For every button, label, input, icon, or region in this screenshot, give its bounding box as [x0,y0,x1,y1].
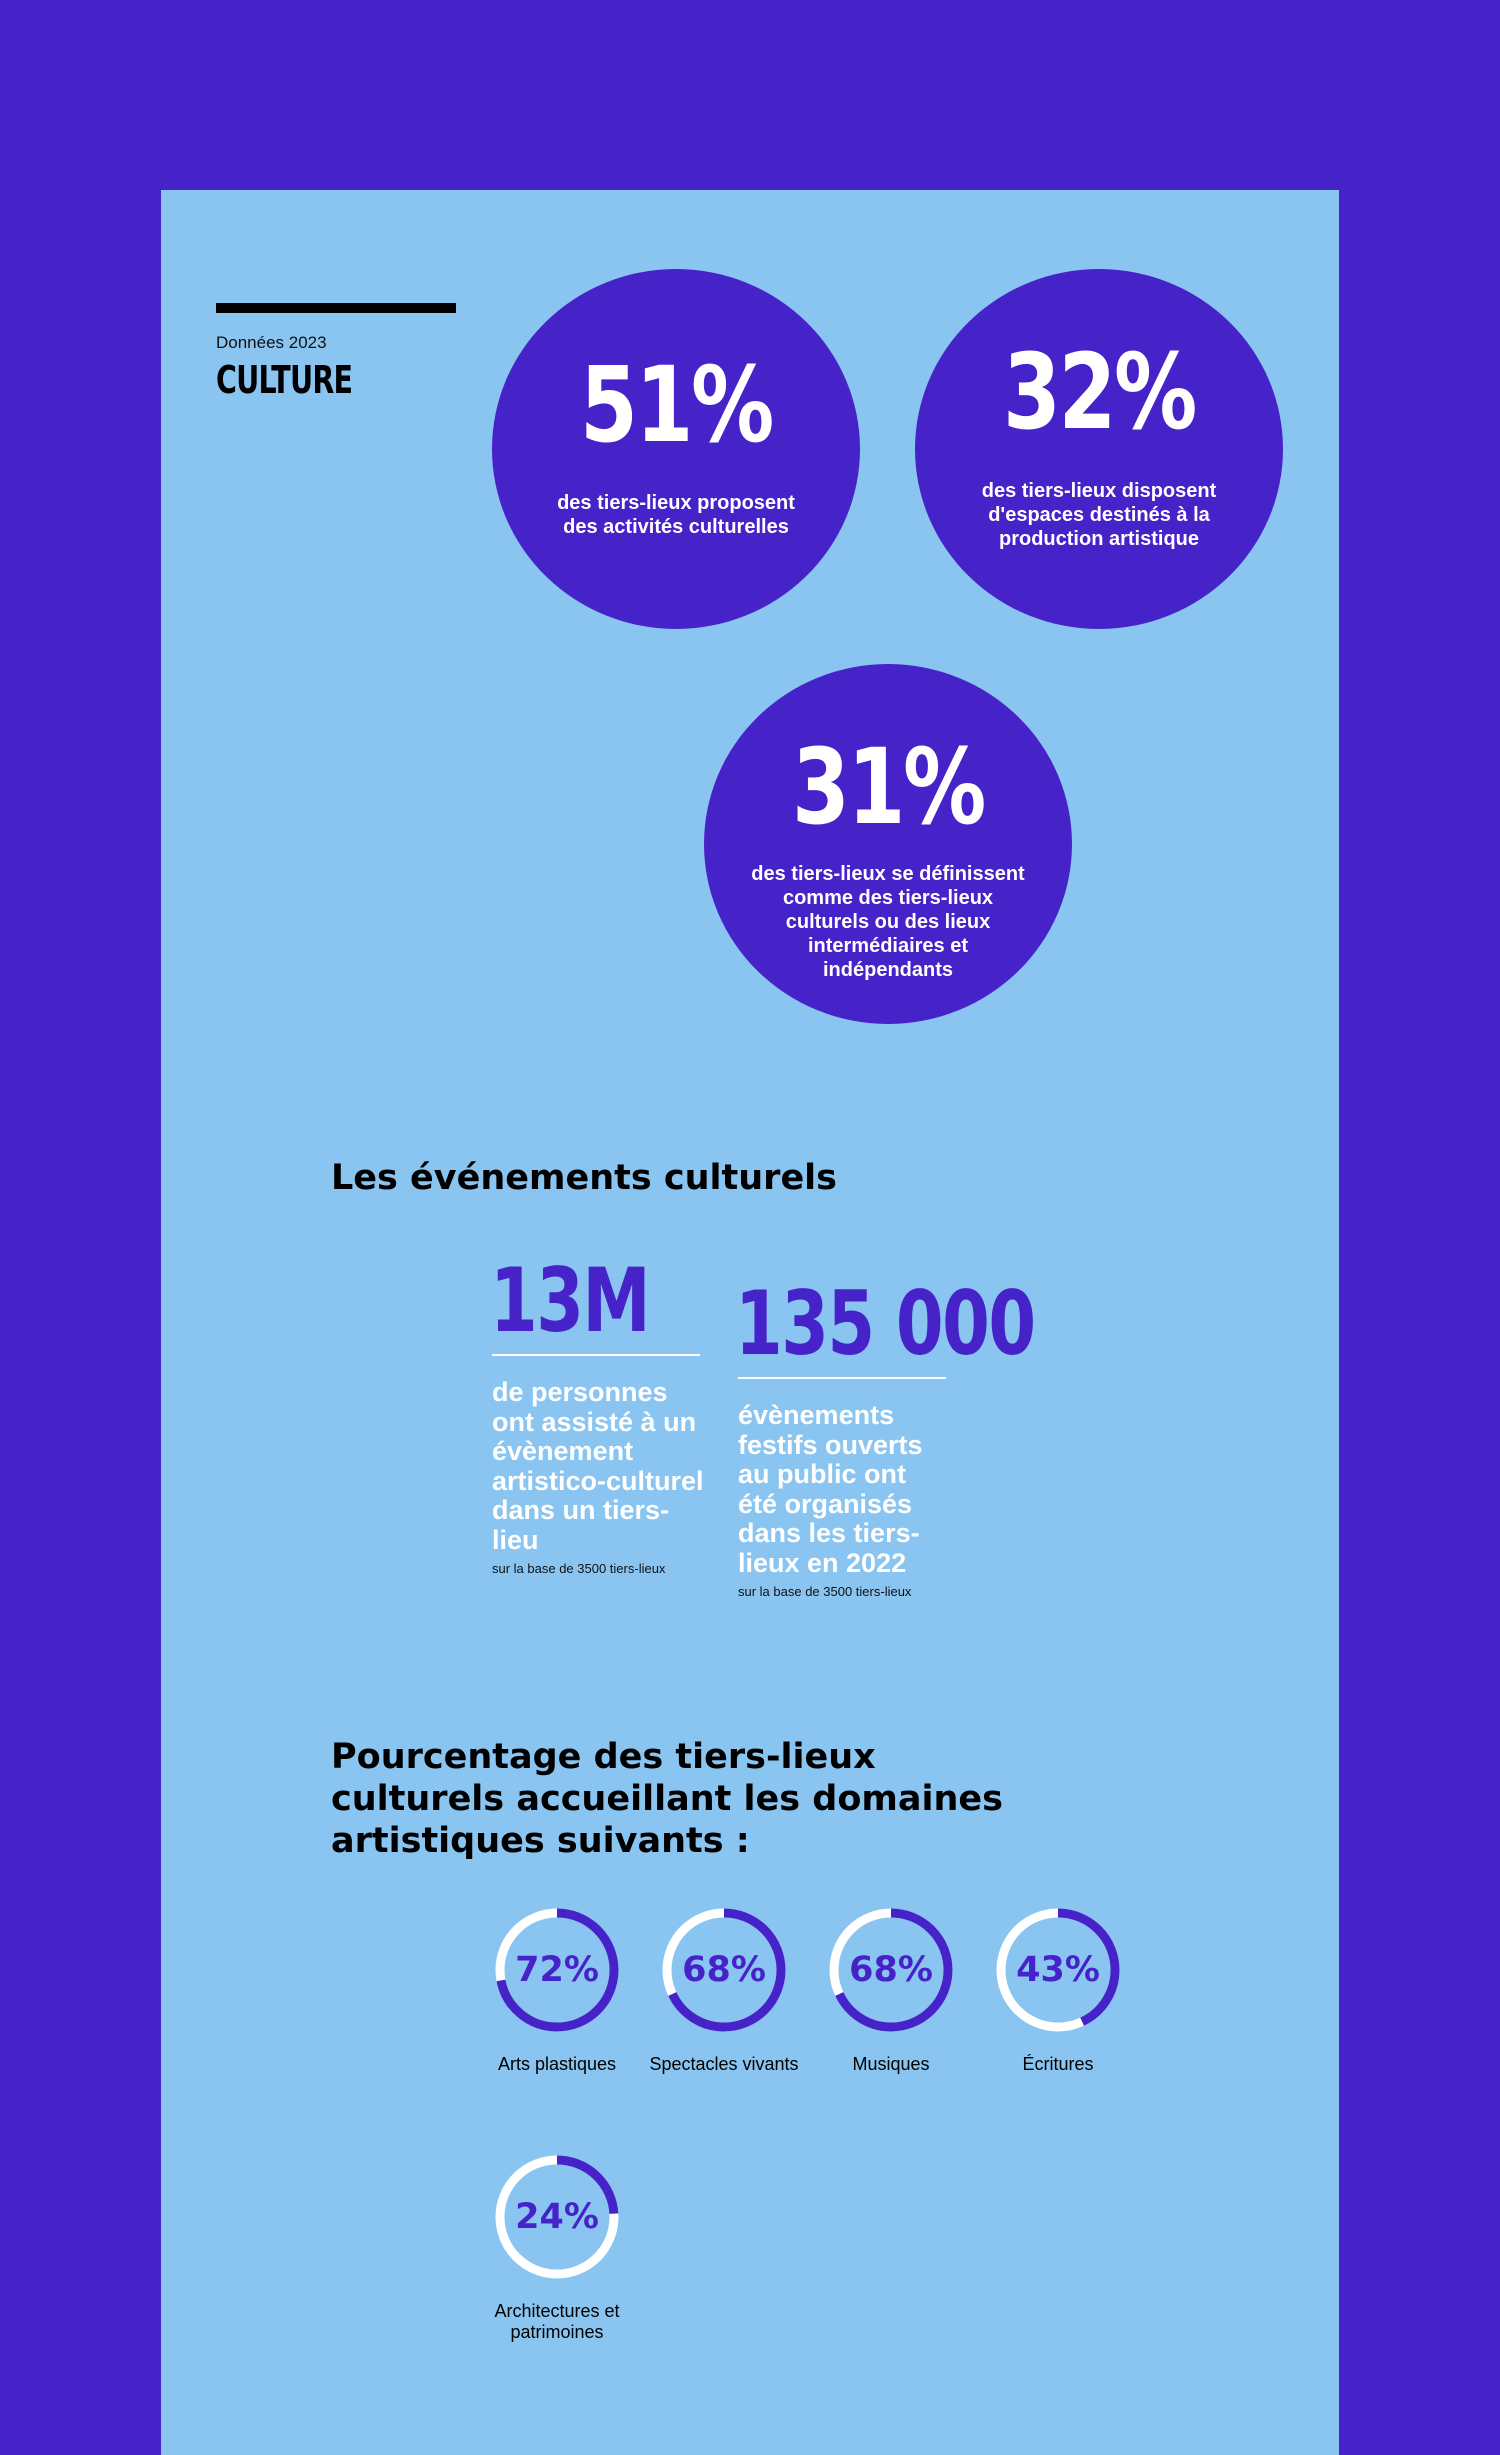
stat-circle-production-spaces [915,269,1283,629]
stat-value: 31% [792,726,984,848]
domain-donut-1 [661,1907,787,2033]
event-stat-description: évènements festifs ouverts au public ont été organisés dans les tiers-lieux en 2022 [738,1400,923,1578]
year-label: Données 2023 [216,333,327,352]
domain-donut-0 [494,1907,620,2033]
events-heading: Les événements culturels [331,1158,838,1198]
domain-label: Architectures et patrimoines [494,2301,620,2342]
stat-circle-cultural-self-definition [704,664,1072,1024]
event-stat-rule [492,1354,700,1356]
header-rule [216,303,456,313]
donut-percentage: 72% [515,1950,599,1990]
domain-donut-2 [828,1907,954,2033]
domain-donut-3 [995,1907,1121,2033]
event-stat-source: sur la base de 3500 tiers-lieux [738,1584,912,1599]
event-stat-description: de personnes ont assisté à un évènement artistico-culturel dans un tiers-lieu [492,1377,704,1555]
domain-donut-4 [494,2154,620,2280]
domain-label: Écritures [1022,2054,1094,2074]
stat-description: des tiers-lieux se définissent comme des tiers-lieux culturels ou des lieux intermédiaires et indépendants [751,863,1025,981]
stat-circle-activities [492,269,860,629]
section-title: CULTURE [216,358,353,402]
stat-description: des tiers-lieux disposent d'espaces destinés à la production artistique [981,480,1217,550]
domains-heading: Pourcentage des tiers-lieux culturels accueillant les domaines artistiques suivants : [331,1737,1003,1861]
event-stat-value: 135 000 [735,1272,1035,1375]
event-stat-rule [738,1377,946,1379]
donut-percentage: 24% [515,2197,599,2237]
event-stat-value: 13M [490,1249,650,1352]
donut-percentage: 68% [682,1950,766,1990]
stat-value: 32% [1003,331,1195,453]
domain-label: Arts plastiques [497,2054,617,2074]
donut-percentage: 68% [849,1950,933,1990]
domain-label: Spectacles vivants [649,2054,799,2074]
stat-value: 51% [580,344,772,466]
event-stat-source: sur la base de 3500 tiers-lieux [492,1561,666,1576]
donut-percentage: 43% [1016,1950,1100,1990]
domain-label: Musiques [852,2054,930,2074]
stat-description: des tiers-lieux proposent des activités culturelles [557,492,795,538]
